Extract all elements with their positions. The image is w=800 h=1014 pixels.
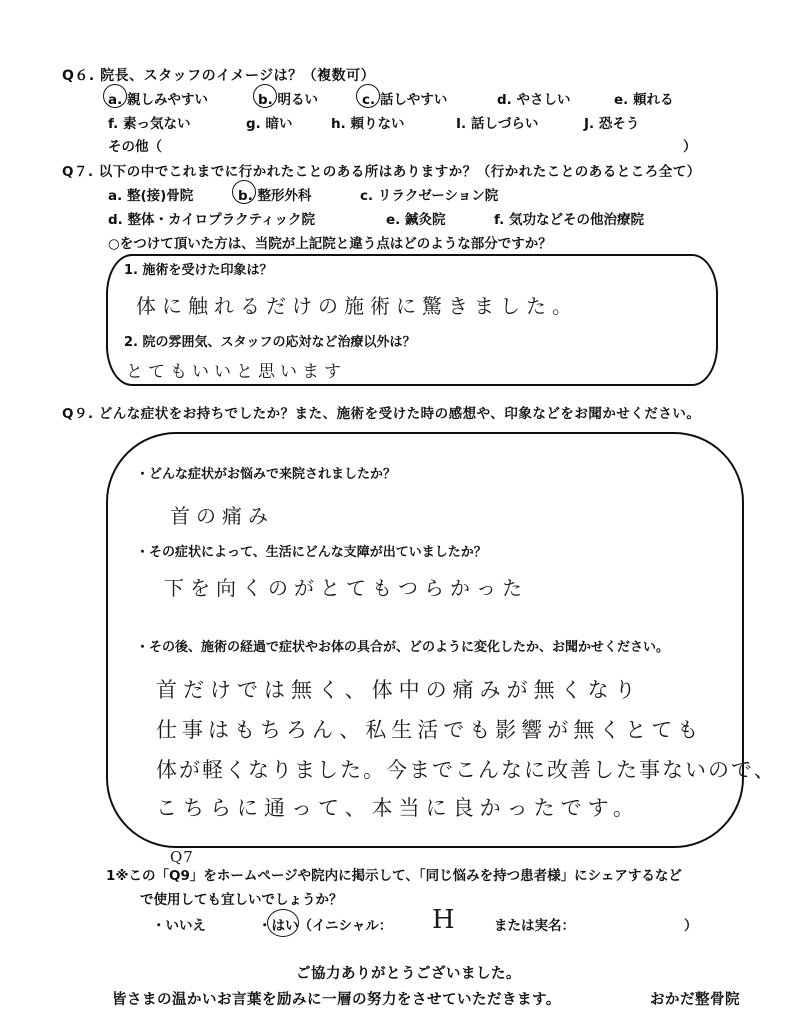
q9-answer-3-line3[interactable]: 体が軽くなりました。今までこんなに改善した事ないので、 bbox=[156, 758, 777, 782]
q7-option-b[interactable]: b. 整形外科 bbox=[238, 188, 312, 204]
q7-option-f[interactable]: f. 気功などその他治療院 bbox=[494, 212, 644, 228]
q7-answer-1[interactable]: 体に触れるだけの施術に驚きました。 bbox=[136, 294, 578, 318]
q6-option-d[interactable]: d. やさしい bbox=[497, 92, 571, 108]
q7-option-e[interactable]: e. 鍼灸院 bbox=[386, 212, 446, 228]
q7-answer-2[interactable]: とてもいいと思います bbox=[126, 362, 346, 382]
q6-other-close: ） bbox=[683, 139, 697, 155]
consent-realname-label: または実名： bbox=[494, 918, 575, 934]
q9-answer-2[interactable]: 下を向くのがとてもつらかった bbox=[164, 576, 528, 600]
q6-option-b[interactable]: b. 明るい bbox=[258, 92, 318, 108]
q9-sub2-label: ・その症状によって、生活にどんな支障が出ていましたか？ bbox=[136, 545, 487, 560]
q9-sub3-label: ・その後、施術の経過で症状やお体の具合が、どのように変化したか、お聞かせください。 bbox=[136, 640, 670, 655]
footer-message: 皆さまの温かいお言葉を励みに一層の努力をさせていただきます。 bbox=[112, 992, 561, 1008]
q6-option-c[interactable]: c. 話しやすい bbox=[362, 92, 448, 108]
q6-option-a[interactable]: a. 親しみやすい bbox=[108, 92, 208, 108]
footer-clinic-name: おかだ整骨院 bbox=[650, 992, 740, 1008]
q7-title: Q７. 以下の中でこれまでに行かれたことのある所はありますか？（行かれたことのあるところ全て） bbox=[62, 164, 701, 180]
consent-yes-option[interactable]: ・はい（イニシャル： bbox=[258, 918, 393, 934]
consent-yes-circle-mark bbox=[267, 909, 299, 937]
q9-sub1-label: ・どんな症状がお悩みで来院されましたか？ bbox=[136, 467, 397, 482]
q7-option-d[interactable]: d. 整体・カイロプラクティック院 bbox=[108, 212, 316, 228]
consent-close-paren: ） bbox=[684, 918, 698, 934]
consent-correction-note: Q7 bbox=[170, 848, 194, 866]
consent-initial-value[interactable]: H bbox=[432, 905, 455, 935]
footer-thanks: ご協力ありがとうございました。 bbox=[296, 966, 521, 982]
consent-line2: で使用しても宜しいでしょうか？ bbox=[140, 892, 343, 908]
q9-answer-3-line1[interactable]: 首だけでは無く、体中の痛みが無くなり bbox=[156, 678, 642, 702]
q9-title: Q９. どんな症状をお持ちでしたか？また、施術を受けた時の感想や、印象などをお聞かせください。 bbox=[62, 406, 701, 422]
q7-note: ○をつけて頂いた方は、当院が上記院と違う点はどのような部分ですか？ bbox=[108, 236, 552, 252]
q6-title: Q６. 院長、スタッフのイメージは？（複数可） bbox=[62, 68, 376, 84]
consent-no-option[interactable]: ・いいえ bbox=[152, 918, 206, 934]
q6-option-f[interactable]: f. 素っ気ない bbox=[108, 116, 191, 132]
q7-option-c[interactable]: c. リラクゼーション院 bbox=[360, 188, 499, 204]
q9-answer-3-line4[interactable]: こちらに通って、本当に良かったです。 bbox=[156, 796, 640, 820]
consent-line1: 1※この「Q9」をホームページや院内に掲示して、「同じ悩みを持つ患者様」にシェアするなど bbox=[106, 868, 682, 884]
q7-option-a[interactable]: a. 整(接)骨院 bbox=[108, 188, 194, 204]
q9-answer-1[interactable]: 首の痛み bbox=[170, 504, 274, 528]
q6-a-circle-mark bbox=[103, 84, 127, 108]
q9-answer-3-line2[interactable]: 仕事はもちろん、私生活でも影響が無くとても bbox=[156, 718, 704, 742]
q6-option-g[interactable]: g. 暗い bbox=[246, 116, 293, 132]
q6-option-j[interactable]: J. 恐そう bbox=[584, 116, 640, 132]
q6-option-e[interactable]: e. 頼れる bbox=[614, 92, 674, 108]
q7-sub2-label: 2. 院の雰囲気、スタッフの応対など治療以外は？ bbox=[124, 335, 416, 350]
q6-option-h[interactable]: h. 頼りない bbox=[331, 116, 405, 132]
q6-c-circle-mark bbox=[356, 84, 380, 108]
q6-option-i[interactable]: I. 話しづらい bbox=[456, 116, 539, 132]
q7-b-circle-mark bbox=[232, 180, 256, 204]
q6-other-label: その他（ bbox=[108, 139, 162, 155]
q6-b-circle-mark bbox=[253, 84, 277, 108]
q7-sub1-label: 1. 施術を受けた印象は？ bbox=[124, 263, 273, 278]
